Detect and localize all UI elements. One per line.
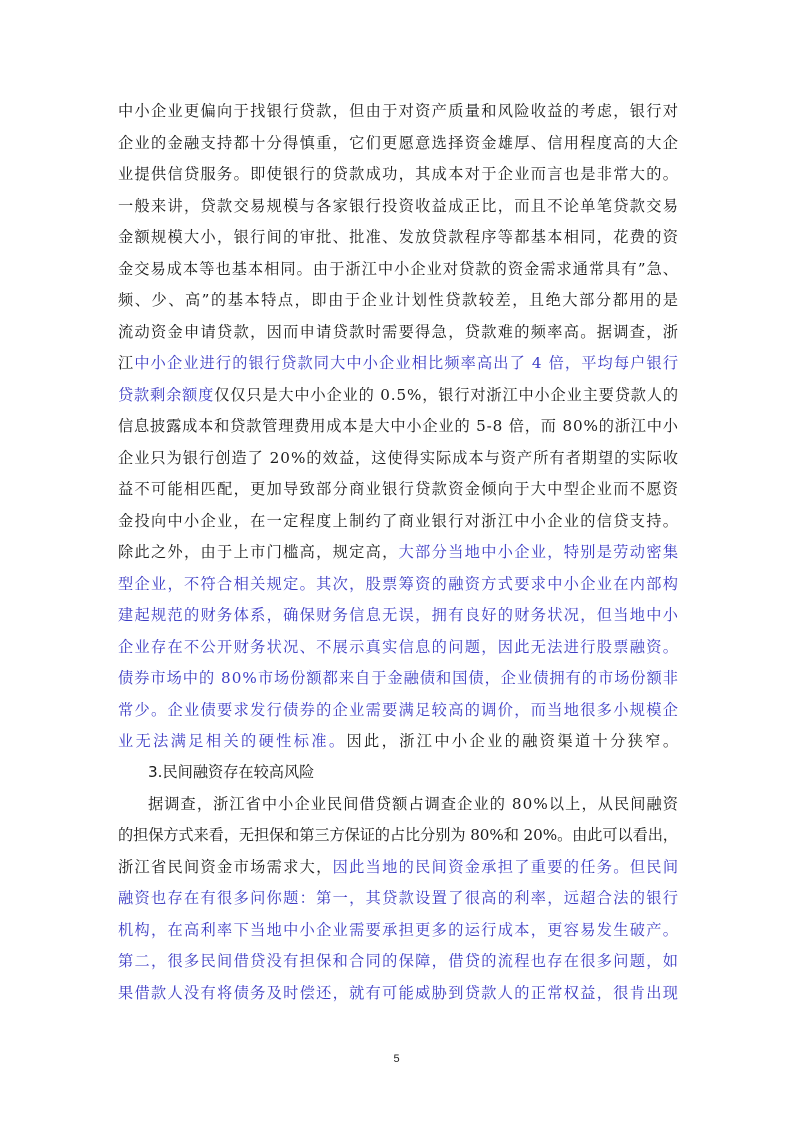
text-line	[118, 380, 678, 412]
highlighted-text: 建起规范的财务体系，确保财务信息无误，拥有良好的财务状况，但当地中小	[118, 606, 680, 624]
body-text: 因此，浙江中小企业的融资渠道十分狭窄。	[346, 732, 681, 750]
highlighted-text: 业无法满足相关的硬性标准。	[118, 732, 347, 750]
highlighted-text: 第二，很多民间借贷没有担保和合同的保障，借贷的流程也存在很多问题，如	[118, 952, 680, 970]
body-text: 的担保方式来看，无担保和第三方保证的占比分别为 80%和 20%。由此可以看出，	[118, 826, 678, 844]
text-line	[118, 789, 678, 821]
text-line	[118, 222, 678, 254]
body-text: 仅仅只是大中小企业的 0.5%，银行对浙江中小企业主要贷款人的	[214, 385, 679, 404]
body-text: 金交易成本等也基本相同。由于浙江中小企业对贷款的资金需求通常具有”急、	[118, 259, 680, 278]
text-line	[118, 159, 678, 191]
section-heading	[118, 757, 678, 789]
text-line	[118, 978, 678, 1010]
body-text: 中小企业更偏向于找银行贷款，但由于对资产质量和风险收益的考虑，银行对	[118, 102, 680, 120]
page-number: 5	[393, 1053, 400, 1065]
body-text: 流动资金申请贷款，因而申请贷款时需要得急，贷款难的频率高。据调查，浙	[118, 322, 680, 341]
text-line	[118, 632, 678, 664]
body-text: 金额规模大小，银行间的审批、批准、发放贷款程序等都基本相同，花费的资	[118, 228, 680, 246]
highlighted-text: 中小企业进行的银行贷款同大中小企业相比频率高出了 4 倍，平均每户银行	[134, 354, 680, 372]
body-text: 一般来讲，贷款交易规模与各家银行投资收益成正比，而且不论单笔贷款交易	[118, 196, 680, 215]
text-line	[118, 915, 678, 947]
text-line	[118, 946, 678, 978]
body-text: 据调查，浙江省中小企业民间借贷额占调查企业的 80%以上，从民间融资	[148, 794, 680, 813]
text-line	[118, 285, 678, 317]
highlighted-text: 常少。企业债要求发行债券的企业需要满足较高的调价，而当地很多小规模企	[118, 700, 680, 719]
body-text: 业提供信贷服务。即使银行的贷款成功，其成本对于企业而言也是非常大的。	[118, 165, 680, 183]
paragraph-private-lending	[118, 789, 678, 1010]
text-line	[118, 726, 681, 758]
body-text: 频、少、高”的基本特点，即由于企业计划性贷款较差，且绝大部分都用的是	[118, 291, 680, 309]
text-line	[118, 96, 678, 128]
text-line	[118, 443, 678, 475]
text-line	[118, 852, 678, 884]
heading-text: 3.民间融资存在较高风险	[148, 763, 315, 781]
text-line	[118, 254, 678, 286]
text-line	[118, 820, 678, 852]
text-line	[118, 506, 678, 538]
highlighted-text: 因此当地的民间资金承担了重要的任务。但民间	[332, 857, 680, 876]
text-line	[118, 411, 678, 443]
highlighted-text: 机构，在高利率下当地中小企业需要承担更多的运行成本，更容易发生破产。	[118, 920, 680, 939]
highlighted-text: 型企业，不符合相关规定。其次，股票筹资的融资方式要求中小企业在内部构	[118, 574, 680, 593]
paragraph-financing-loans	[118, 96, 681, 758]
body-text: 信息披露成本和贷款管理费用成本是大中小企业的 5-8 倍，而 80%的浙江中小	[118, 417, 679, 435]
text-line	[118, 537, 678, 569]
text-line	[118, 128, 678, 160]
text-line	[118, 695, 678, 727]
text-line	[118, 348, 678, 380]
body-text: 企业只为银行创造了 20%的效益，这使得实际成本与资产所有者期望的实际收	[118, 448, 680, 467]
text-line	[118, 474, 678, 506]
text-line	[118, 569, 678, 601]
text-line	[118, 883, 678, 915]
highlighted-text: 融资也存在有很多问你题：第一，其贷款设置了很高的利率，远超合法的银行	[118, 889, 680, 907]
text-line	[118, 317, 678, 349]
highlighted-text: 大部分当地中小企业，特别是劳动密集	[398, 543, 680, 561]
highlighted-text: 企业存在不公开财务状况、不展示真实信息的问题，因此无法进行股票融资。	[118, 637, 680, 656]
text-line	[118, 191, 678, 223]
body-text: 除此之外，由于上市门槛高，规定高，	[118, 543, 399, 561]
body-text: 企业的金融支持都十分得慎重，它们更愿意选择资金雄厚、信用程度高的大企	[118, 133, 680, 152]
highlighted-text: 贷款剩余额度	[118, 385, 215, 404]
body-text: 金投向中小企业，在一定程度上制约了商业银行对浙江中小企业的信贷支持。	[118, 511, 680, 530]
highlighted-text: 债券市场中的 80%市场份额都来自于金融债和国债，企业债拥有的市场份额非	[118, 669, 680, 687]
text-line	[118, 663, 678, 695]
text-line	[118, 600, 678, 632]
body-text: 江	[118, 354, 135, 372]
body-text: 浙江省民间资金市场需求大，	[118, 857, 333, 876]
body-text: 益不可能相匹配，更加导致部分商业银行贷款资金倾向于大中型企业而不愿资	[118, 480, 680, 498]
highlighted-text: 果借款人没有将债务及时偿还，就有可能威胁到贷款人的正常权益，很肯出现	[118, 983, 680, 1002]
